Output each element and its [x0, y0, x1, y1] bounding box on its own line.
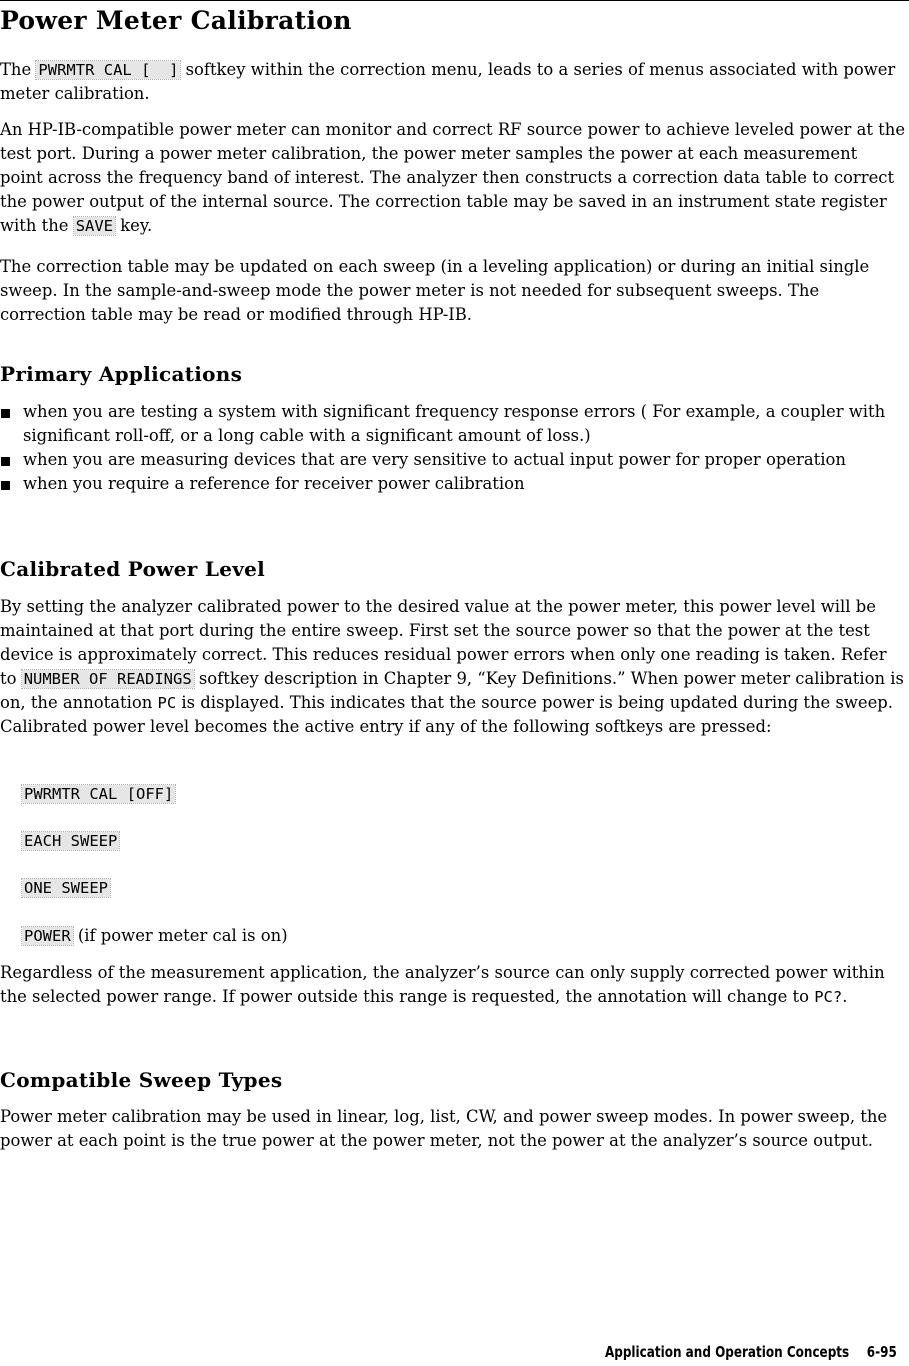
softkey-line [22, 829, 119, 853]
power-softkey: POWER [24, 927, 71, 945]
save-key: SAVE [75, 217, 114, 235]
softkey-line [22, 782, 175, 806]
softkey-line [22, 924, 288, 948]
list-item: when you are testing a system with significant frequency response errors ( For example, a coupler with significant roll-off, or a long cable with a significant amount of loss.) [0, 400, 905, 448]
pwrmtr-cal-softkey: PWRMTR CAL [ ] [38, 61, 179, 79]
compatible-sweep-types-heading: Compatible Sweep Types [0, 1068, 283, 1092]
calibrated-power-level-heading: Calibrated Power Level [0, 557, 266, 581]
bullet-icon [1, 481, 10, 490]
top-rule [0, 0, 909, 1]
one-sweep-softkey: ONE SWEEP [24, 879, 108, 897]
intro-post: softkey within the correction menu, leads to a series of menus associated with power meter calibration. [0, 60, 896, 103]
page-number: 6-95 [866, 1343, 897, 1361]
softkey-line [22, 876, 110, 900]
hpib-post: key. [120, 216, 153, 235]
hpib-pre: An HP-IB-compatible power meter can monitor and correct RF source power to achieve leveled power at the test port. During a power meter calibration, the power meter samples the power at each measurement point across the frequency band of interest. The analyzer then constructs a correction data table to correct the power output of the internal source. The correction table may be saved in an instrument state register with the [0, 120, 906, 235]
page-title: Power Meter Calibration [0, 6, 352, 35]
pc-question-annotation: PC? [814, 988, 843, 1006]
correction-table-paragraph: The correction table may be updated on each sweep (in a leveling application) or during an initial single sweep. In the sample-and-sweep mode the power meter is not needed for subsequent sweeps. The correction table may be read or modified through HP-IB. [0, 257, 870, 324]
each-sweep-softkey: EACH SWEEP [24, 832, 118, 850]
applications-list [0, 400, 905, 496]
bullet-icon [1, 409, 10, 418]
power-note: (if power meter cal is on) [77, 926, 288, 945]
intro-pre: The [0, 60, 32, 79]
list-item: when you require a reference for receiver power calibration [0, 472, 905, 496]
pwrmtr-cal-off-softkey: PWRMTR CAL [OFF] [24, 785, 174, 803]
primary-applications-heading: Primary Applications [0, 362, 243, 386]
power-range-paragraph: Regardless of the measurement application, the analyzer’s source can only supply corrected power within the selected power range. If power outside this range is requested, the annotation will change to PC?. [0, 963, 885, 1006]
bullet-icon [1, 457, 10, 466]
pc-annotation: PC [157, 694, 177, 712]
list-item: when you are measuring devices that are very sensitive to actual input power for proper operation [0, 448, 905, 472]
calibrated-power-paragraph: By setting the analyzer calibrated power to the desired value at the power meter, this power level will be maintained at that port during the entire sweep. First set the source power so that the power at the test device is approximately correct. This reduces residual power errors when only one reading is taken. Refer to NUMBER OF READINGS softkey description in Chapter 9, “Key Definitions.” When power meter calibration is on, the annotation PC is displayed. This indicates that the source power is being updated during the sweep. Calibrated power level becomes the active entry if any of the following softkeys are pressed: [0, 597, 904, 736]
number-of-readings-softkey: NUMBER OF READINGS [23, 670, 192, 688]
page-footer [605, 1343, 897, 1361]
sweep-types-paragraph: Power meter calibration may be used in linear, log, list, CW, and power sweep modes. In power sweep, the power at each point is the true power at the power meter, not the power at the analyzer’s source output. [0, 1107, 888, 1150]
footer-chapter: Application and Operation Concepts [605, 1343, 850, 1361]
hpib-paragraph [0, 118, 905, 238]
intro-paragraph [0, 58, 905, 106]
